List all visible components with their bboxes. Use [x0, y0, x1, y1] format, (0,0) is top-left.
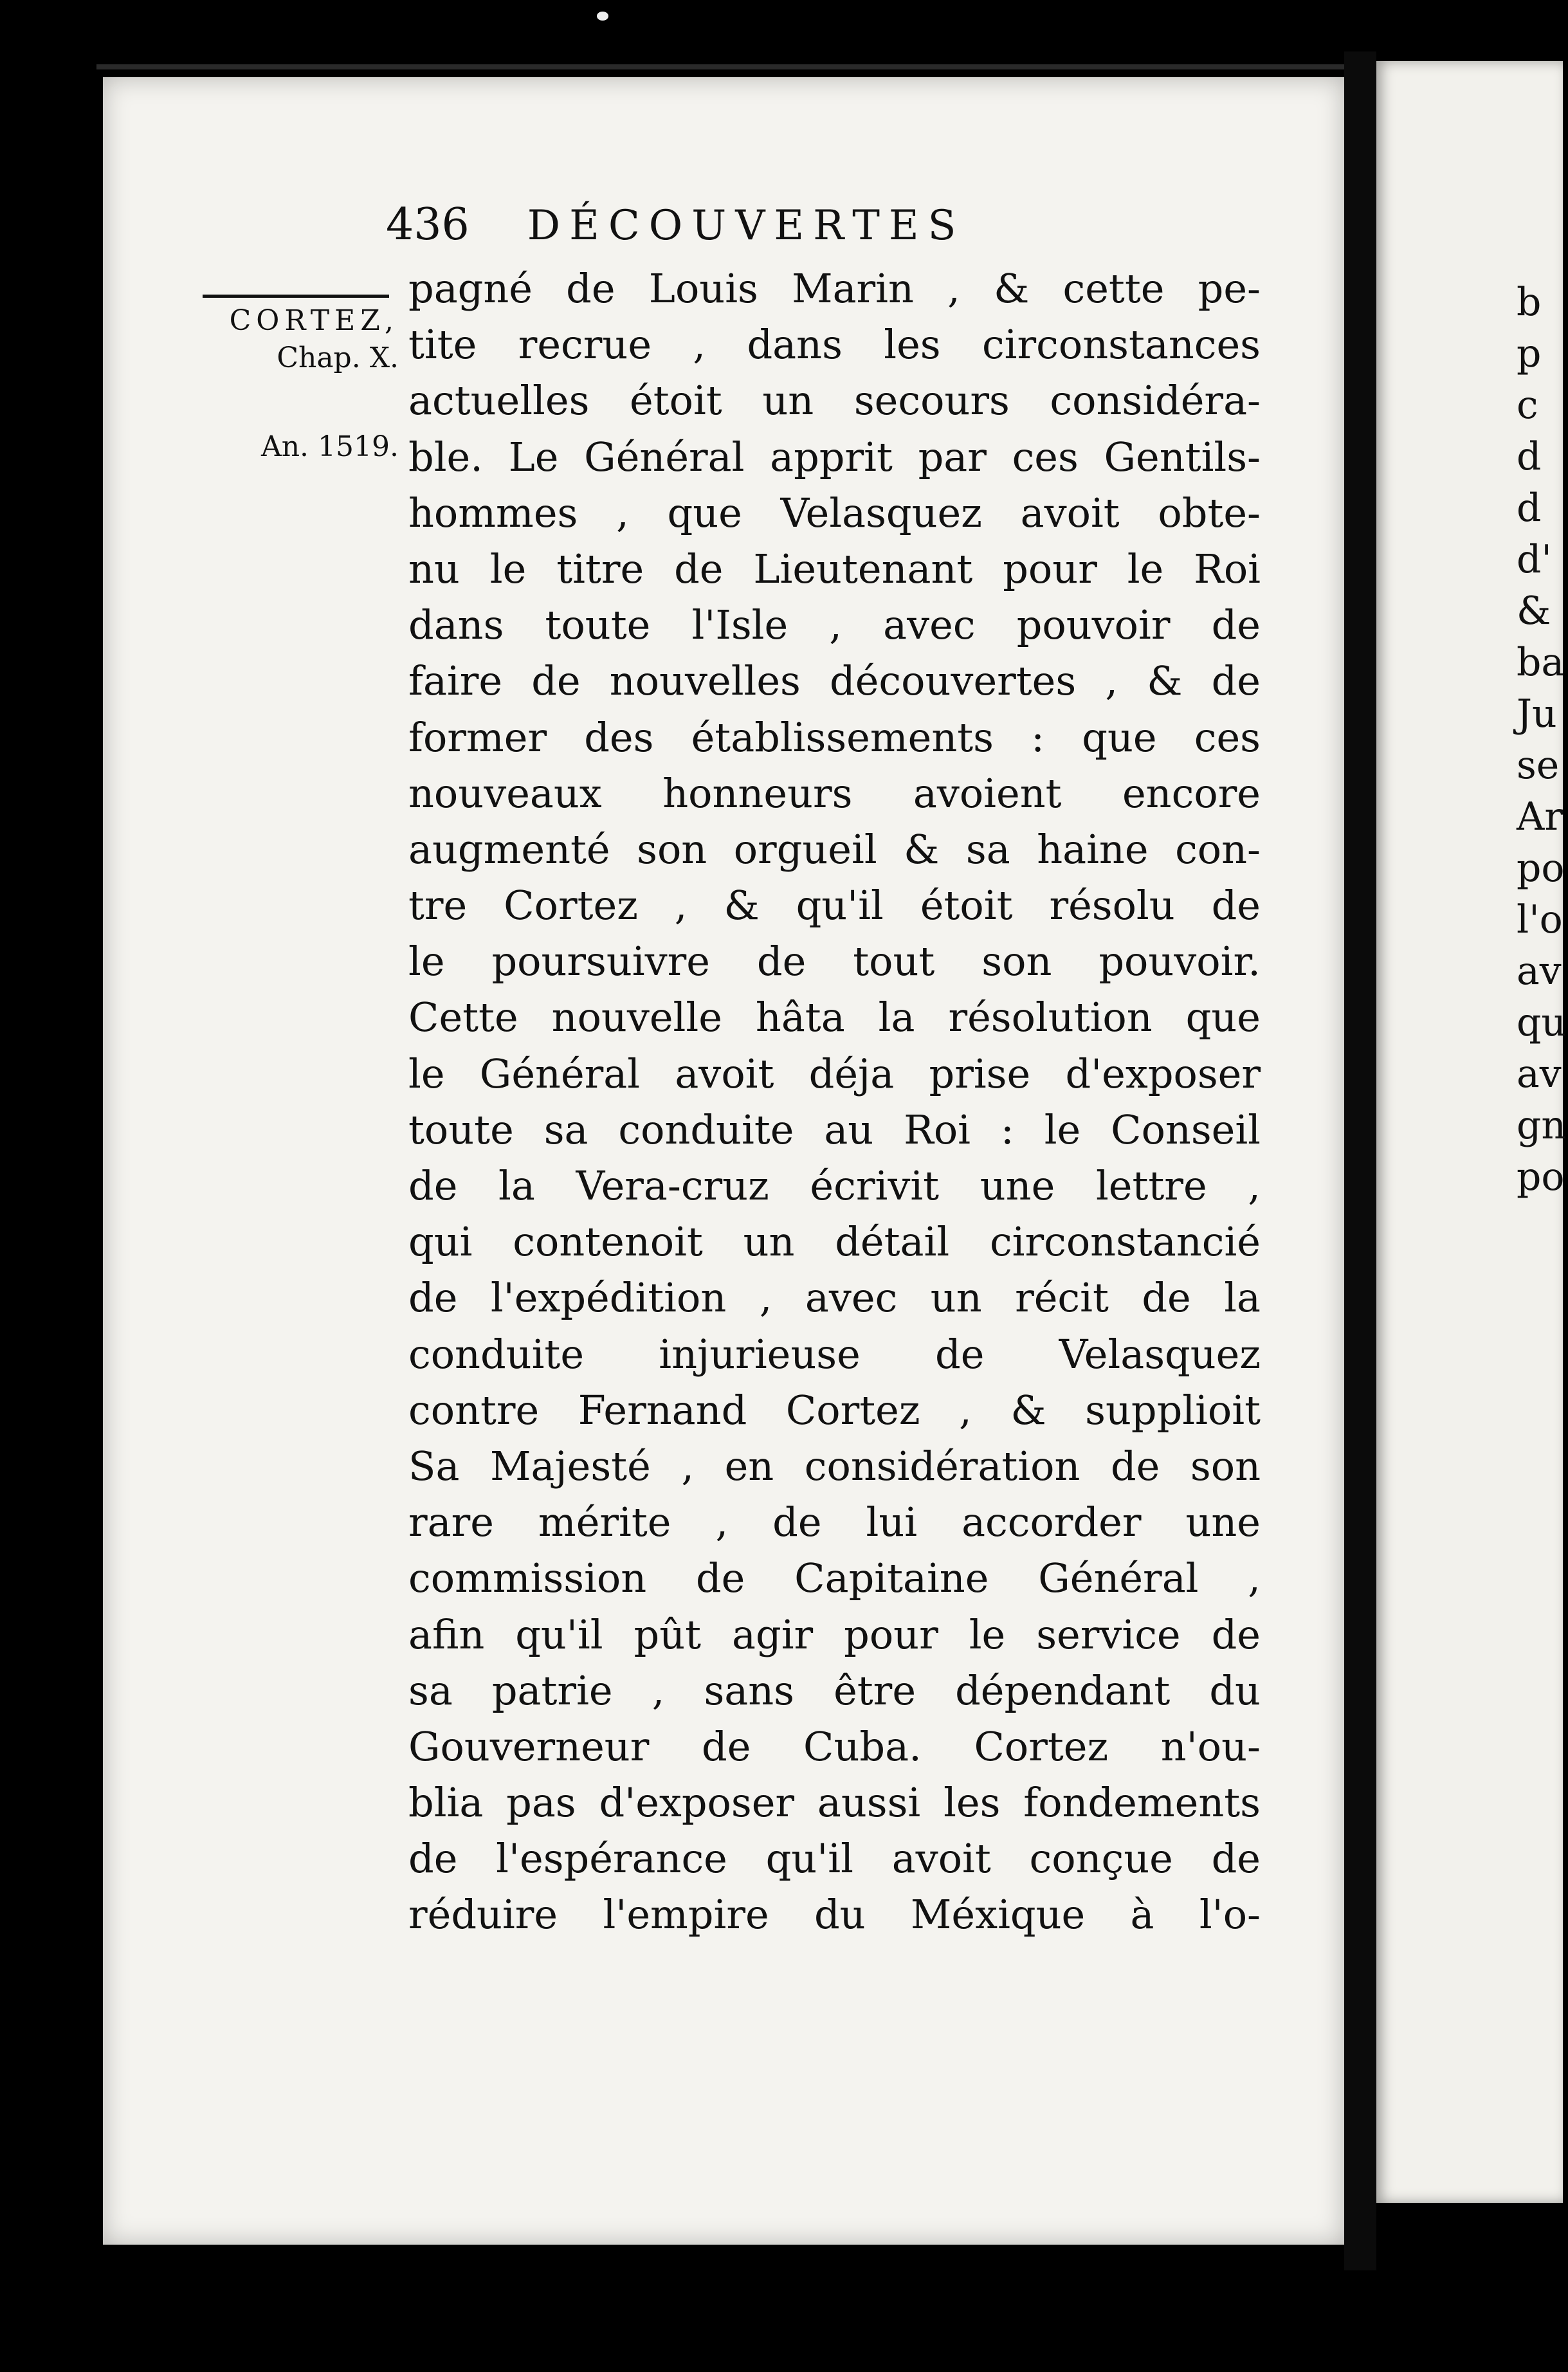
running-head	[386, 199, 965, 250]
body-text	[408, 260, 1261, 1943]
text-line: nouveaux honneurs avoient encore	[408, 769, 1261, 817]
facing-page-line-fragment: po	[1517, 1154, 1565, 1200]
facing-page-line-fragment: d	[1517, 434, 1542, 479]
text-line: sa patrie , sans être dépendant du	[408, 1666, 1261, 1714]
text-line: qui contenoit un détail circonstancié	[408, 1218, 1261, 1266]
text-line: conduite injurieuse de Velasquez	[408, 1330, 1261, 1378]
text-line: pagné de Louis Marin , & cette pe-	[408, 265, 1261, 312]
facing-page-line-fragment: b	[1517, 280, 1542, 325]
facing-page-line-fragment: d'	[1517, 537, 1552, 582]
text-line: Cette nouvelle hâta la résolution que	[408, 994, 1261, 1041]
text-line: former des établissements : que ces	[408, 713, 1261, 761]
facing-page-text	[1517, 277, 1568, 1203]
text-line: actuelles étoit un secours considéra-	[408, 377, 1261, 424]
margin-note-chapter: Chap. X.	[277, 342, 399, 374]
text-line: de l'espérance qu'il avoit conçue de	[408, 1835, 1261, 1883]
facing-page-line-fragment: p	[1517, 331, 1542, 376]
facing-page-line-fragment: po	[1517, 846, 1565, 891]
facing-page-line-fragment: c	[1517, 383, 1538, 428]
text-line: Sa Majesté , en considération de son	[408, 1442, 1261, 1490]
book-gutter	[1344, 51, 1376, 2270]
margin-note-name: CORTEZ,	[229, 304, 399, 337]
facing-page-line-fragment: av	[1517, 1052, 1562, 1097]
text-line: le Général avoit déja prise d'exposer	[408, 1050, 1261, 1097]
text-line: afin qu'il pût agir pour le service de	[408, 1610, 1261, 1658]
facing-page-line-fragment: qu	[1517, 1000, 1567, 1045]
facing-page-line-fragment: av	[1517, 949, 1562, 994]
page-edge-rule	[96, 64, 1344, 69]
text-line: dans toute l'Isle , avec pouvoir de	[408, 601, 1261, 649]
facing-page-line-fragment: Ju	[1517, 691, 1557, 736]
text-line: réduire l'empire du Méxique à l'o-	[408, 1891, 1261, 1939]
facing-page-line-fragment: d	[1517, 486, 1542, 531]
text-line: contre Fernand Cortez , & supplioit	[408, 1386, 1261, 1434]
facing-page-line-fragment: se	[1517, 743, 1560, 788]
margin-note-year: An. 1519.	[260, 430, 399, 463]
facing-page-line-fragment: Ar	[1517, 794, 1563, 839]
text-line: tite recrue , dans les circonstances	[408, 321, 1261, 369]
margin-notes	[193, 283, 399, 466]
text-line: tre Cortez , & qu'il étoit résolu de	[408, 882, 1261, 929]
text-line: rare mérite , de lui accorder une	[408, 1499, 1261, 1546]
text-line: de la Vera-cruz écrivit une lettre ,	[408, 1162, 1261, 1209]
text-line: blia pas d'exposer aussi les fondements	[408, 1779, 1261, 1827]
text-line: le poursuivre de tout son pouvoir.	[408, 938, 1261, 985]
text-line: de l'expédition , avec un récit de la	[408, 1274, 1261, 1322]
page-number: 436	[386, 199, 469, 250]
text-line: faire de nouvelles découvertes , & de	[408, 657, 1261, 705]
text-line: nu le titre de Lieutenant pour le Roi	[408, 545, 1261, 592]
facing-page-line-fragment: &	[1517, 588, 1551, 634]
running-title: DÉCOUVERTES	[527, 202, 965, 250]
text-line: augmenté son orgueil & sa haine con-	[408, 825, 1261, 873]
facing-page-line-fragment: l'o	[1517, 897, 1563, 942]
text-line: commission de Capitaine Général ,	[408, 1555, 1261, 1602]
dust-speck	[597, 12, 608, 21]
text-line: ble. Le Général apprit par ces Gentils-	[408, 433, 1261, 480]
text-line: toute sa conduite au Roi : le Conseil	[408, 1106, 1261, 1153]
facing-page-line-fragment: ba	[1517, 640, 1565, 685]
text-line: hommes , que Velasquez avoit obte-	[408, 489, 1261, 536]
text-line: Gouverneur de Cuba. Cortez n'ou-	[408, 1722, 1261, 1770]
facing-page-line-fragment: gn	[1517, 1103, 1567, 1148]
